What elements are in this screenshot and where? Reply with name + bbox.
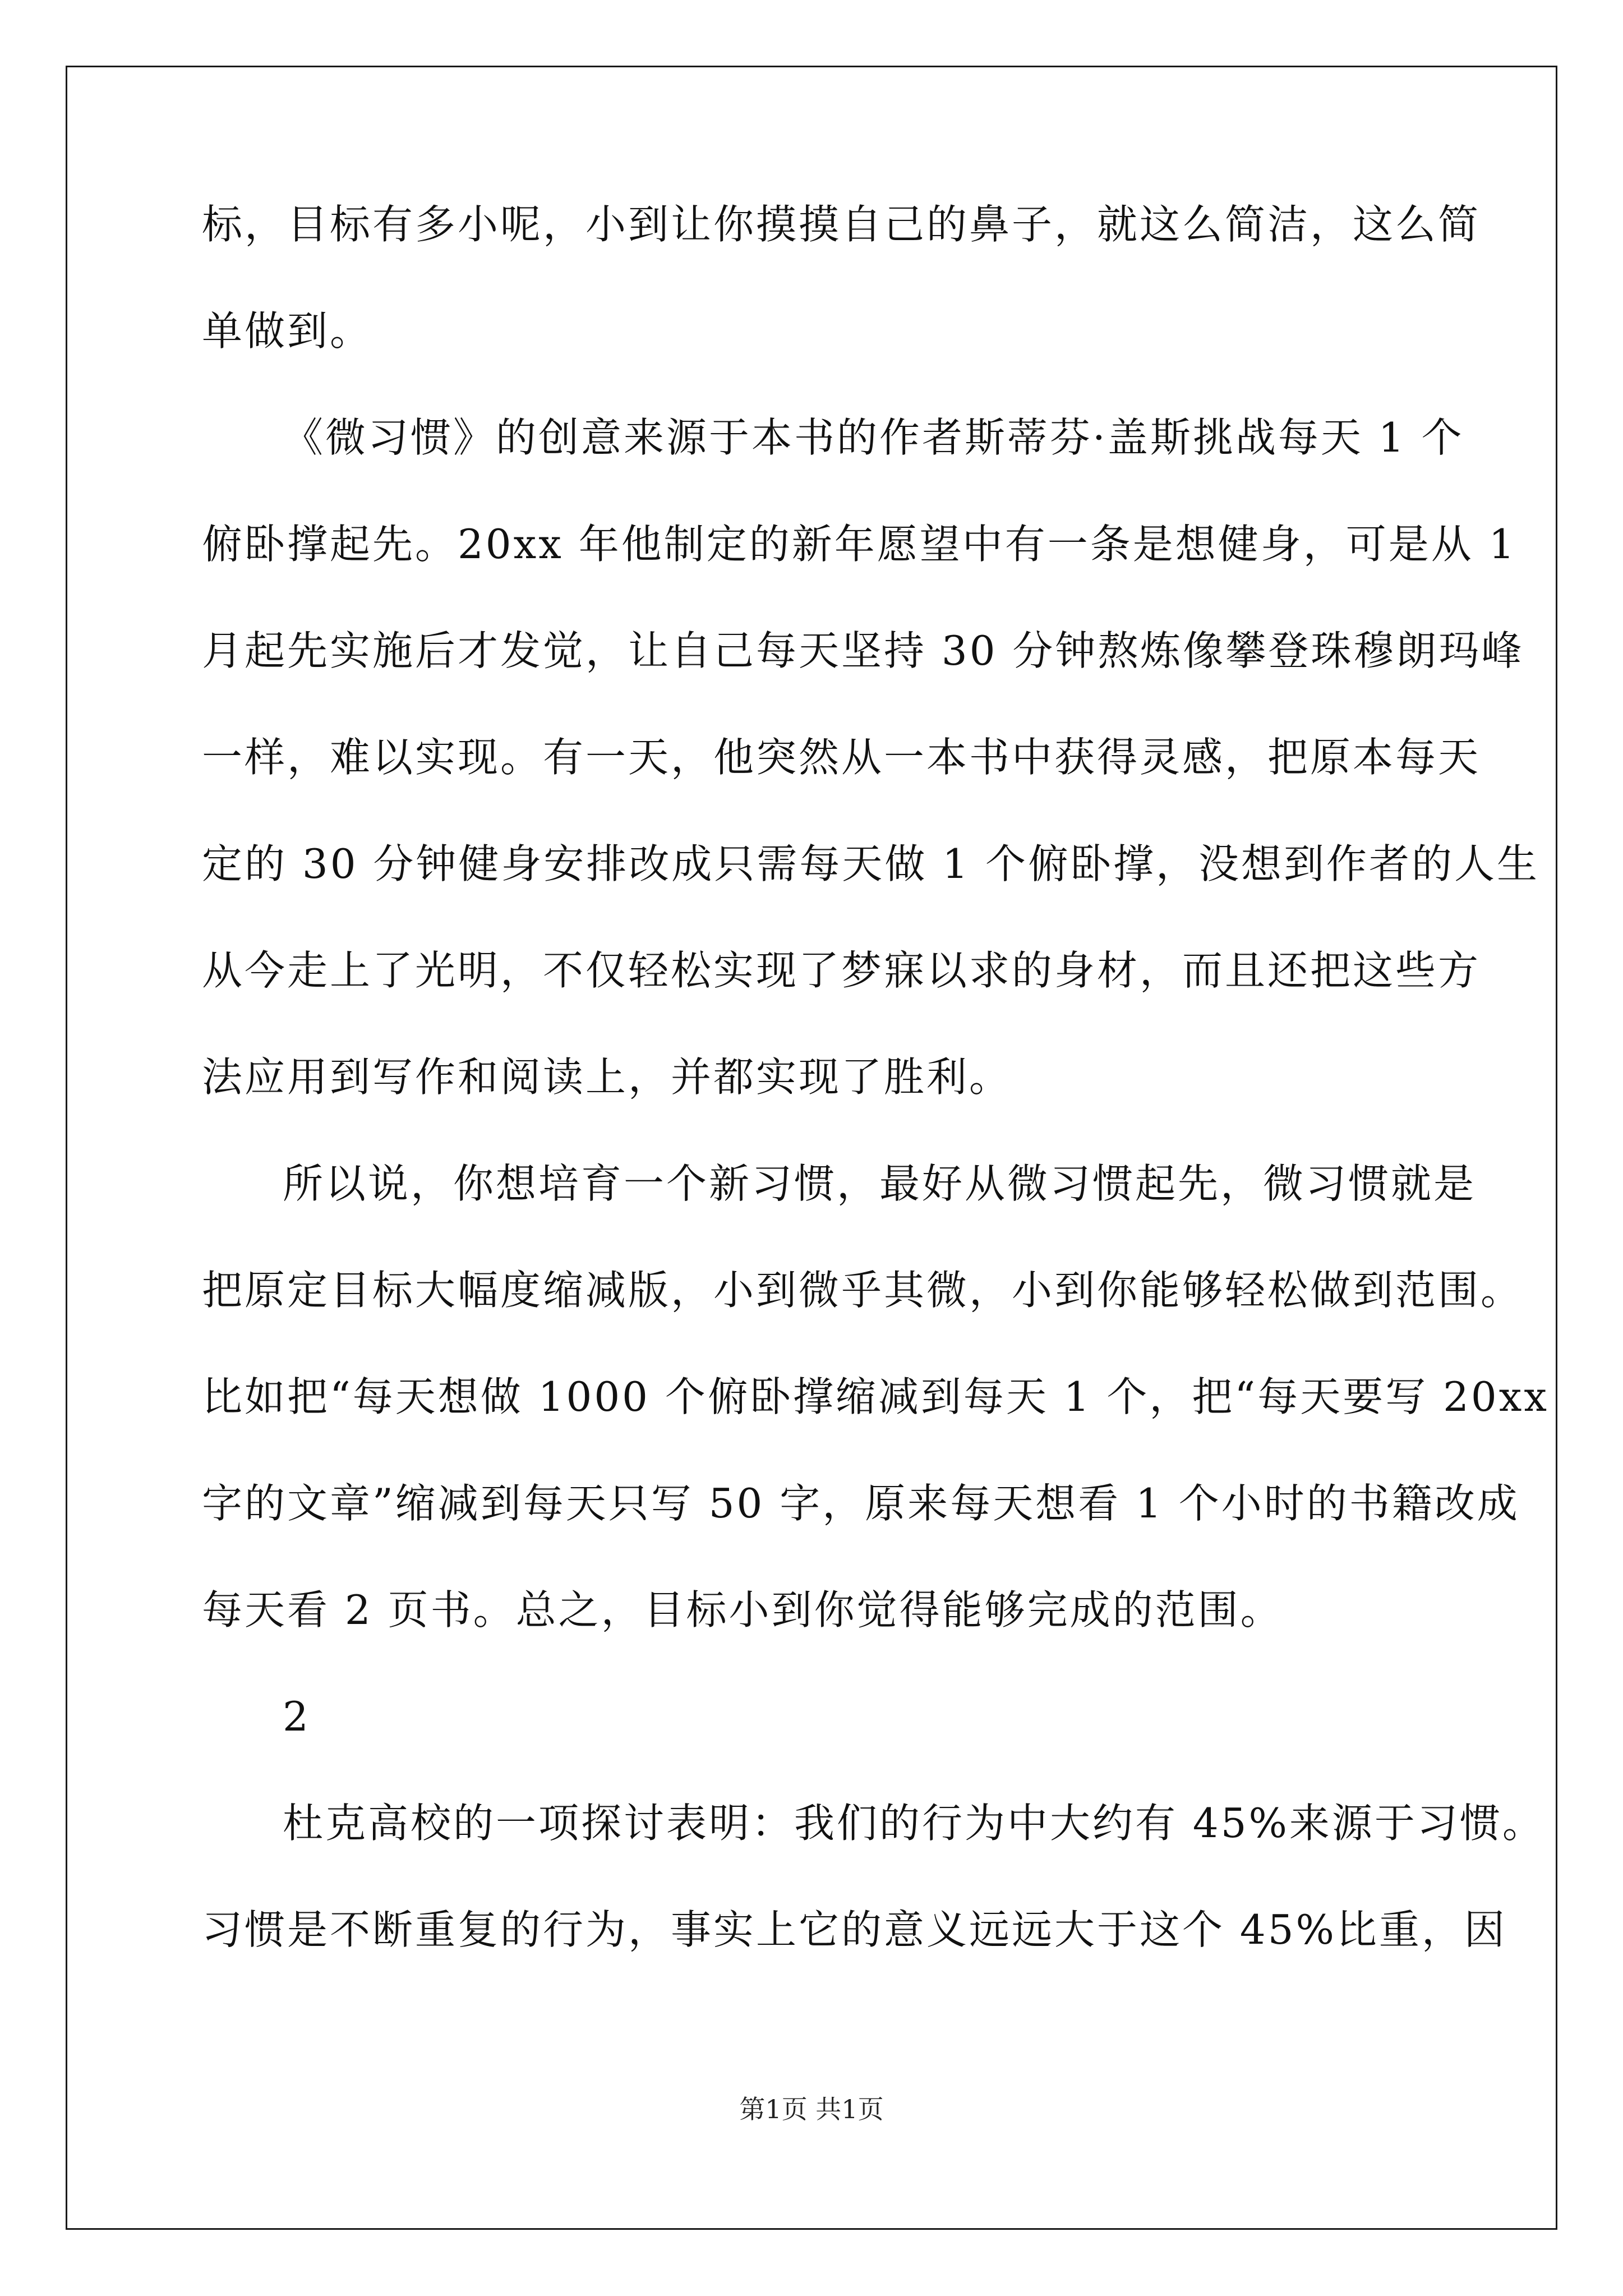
text-line: 比如把“每天想做 1000 个俯卧撑缩减到每天 1 个，把“每天要写 20xx (202, 1373, 1549, 1420)
paragraph-start-line: 杜克高校的一项探讨表明：我们的行为中大约有 45%来源于习惯。 (283, 1800, 1545, 1847)
page-footer: 第1页 共1页 (739, 2094, 884, 2124)
text-line: 月起先实施后才发觉，让自己每天坚持 30 分钟熬炼像攀登珠穆朗玛峰 (202, 627, 1524, 674)
text-line: 从今走上了光明，不仅轻松实现了梦寐以求的身材，而且还把这些方 (202, 947, 1481, 994)
text-line: 每天看 2 页书。总之，目标小到你觉得能够完成的范围。 (202, 1586, 1283, 1634)
paragraph-start-line: 所以说，你想培育一个新习惯，最好从微习惯起先，微习惯就是 (283, 1160, 1477, 1207)
text-line: 定的 30 分钟健身安排改成只需每天做 1 个俯卧撑，没想到作者的人生 (202, 840, 1539, 887)
text-line: 单做到。 (202, 307, 373, 355)
text-line: 标，目标有多小呢，小到让你摸摸自己的鼻子，就这么简洁，这么简 (202, 201, 1481, 248)
text-line: 法应用到写作和阅读上，并都实现了胜利。 (202, 1053, 1012, 1101)
text-line: 一样，难以实现。有一天，他突然从一本书中获得灵感，把原本每天 (202, 734, 1481, 781)
paragraph-start-line: 《微习惯》的创意来源于本书的作者斯蒂芬·盖斯挑战每天 1 个 (283, 414, 1464, 461)
text-line: 把原定目标大幅度缩减版，小到微乎其微，小到你能够轻松做到范围。 (202, 1267, 1524, 1314)
text-line: 字的文章”缩减到每天只写 50 字，原来每天想看 1 个小时的书籍改成 (202, 1480, 1520, 1527)
section-number: 2 (283, 1693, 311, 1740)
text-line: 习惯是不断重复的行为，事实上它的意义远远大于这个 45%比重，因 (202, 1906, 1507, 1953)
text-line: 俯卧撑起先。20xx 年他制定的新年愿望中有一条是想健身，可是从 1 (202, 521, 1517, 568)
